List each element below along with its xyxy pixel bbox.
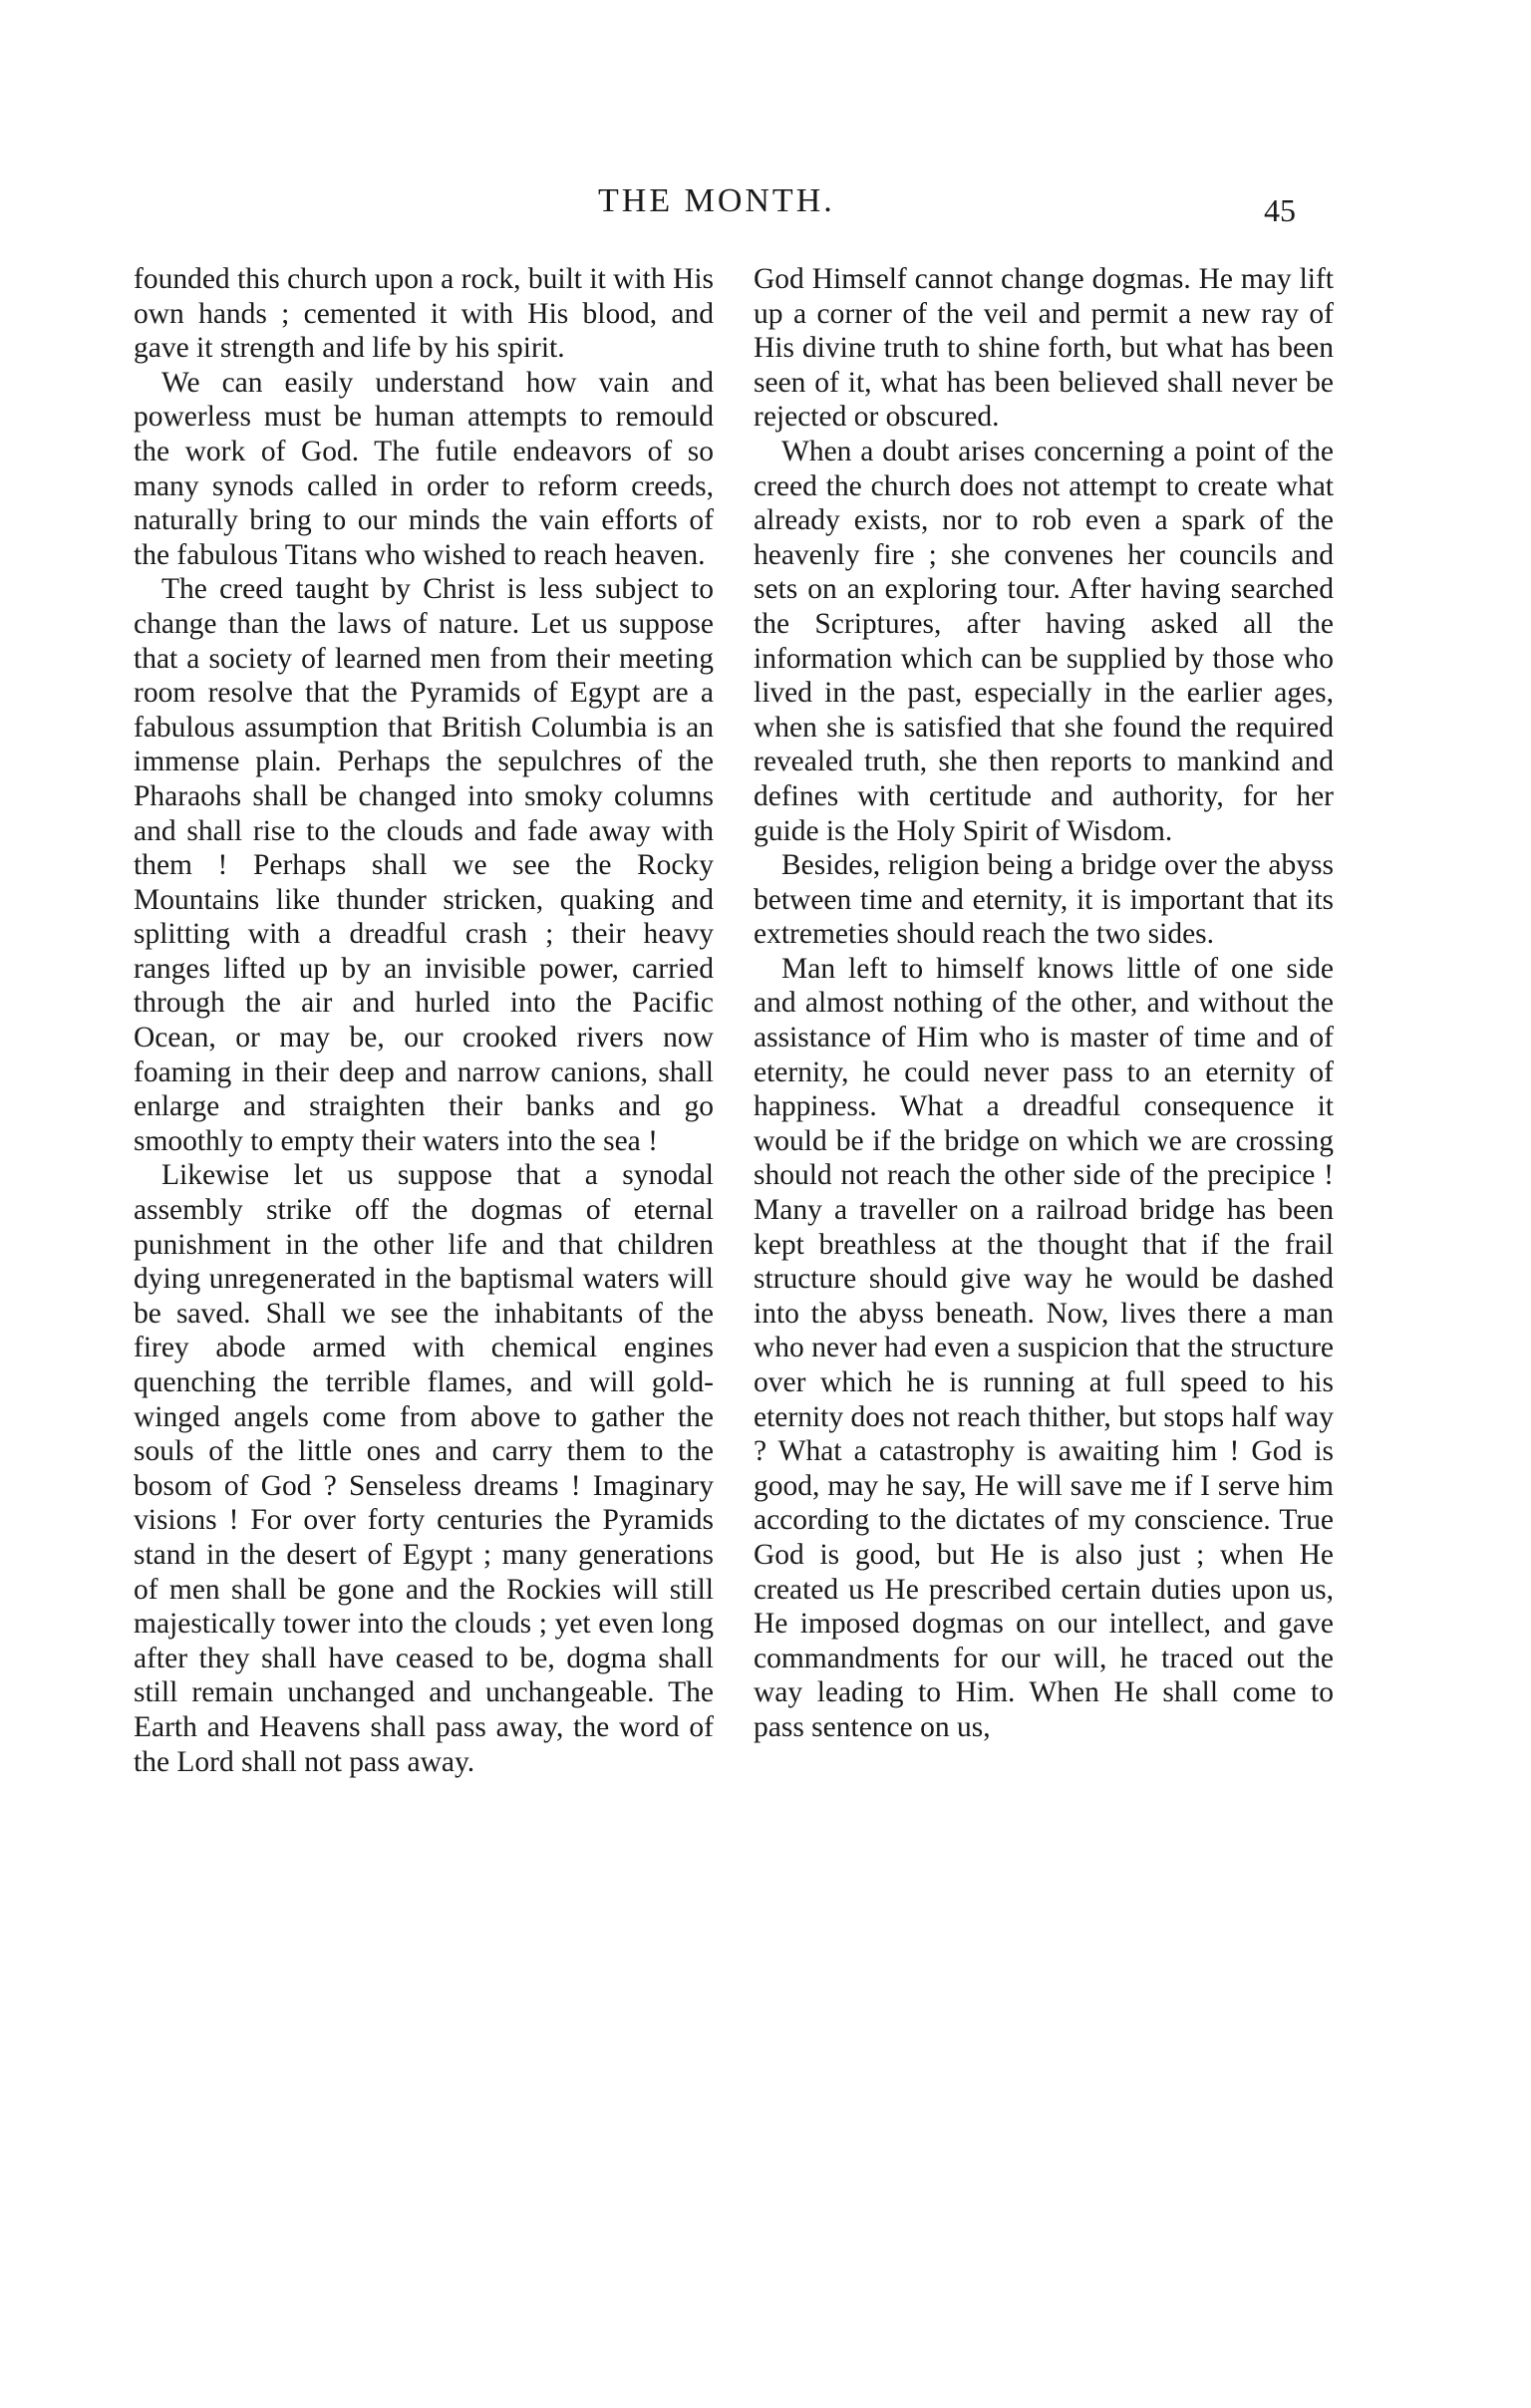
paragraph: We can easily understand how vain and powerless must be human attempts to remould the work of God. The futile endeavors of so many synods called in order to reform creeds, naturally bring to our minds the vain efforts of the fabulous Titans who wished to reach heaven. — [134, 366, 714, 571]
left-column — [134, 262, 714, 1779]
page-number: 45 — [1264, 192, 1296, 228]
paragraph: Besides, religion being a bridge over the abyss between time and eternity, it is important that its extremeties should reach the two sides. — [754, 849, 1334, 951]
paragraph: founded this church upon a rock, built it with His own hands ; cemented it with His blood, and gave it strength and life by his spirit. — [134, 263, 714, 365]
paragraph: The creed taught by Christ is less subject to change than the laws of nature. Let us suppose that a society of learned men from their meeting room resolve that the Pyramids of Egypt are a fabulous assumption that British Columbia is an immense plain. Perhaps the sepulchres of the Pharaohs shall be changed into smoky columns and shall rise to the clouds and fade away with them ! Perhaps shall we see the Rocky Mountains like thunder stricken, quaking and splitting with a dreadful crash ; their heavy ranges lifted up by an invisible power, carried through the air and hurled into the Pacific Ocean, or may be, our crooked rivers now foaming in their deep and narrow canions, shall enlarge and straighten their banks and go smoothly to empty their waters into the sea ! — [134, 573, 714, 1157]
running-head — [0, 182, 1531, 232]
paragraph: When a doubt arises concerning a point of the creed the church does not attempt to create what already exists, nor to rob even a spark of the heavenly fire ; she convenes her councils and sets on an exploring tour. After having searched the Scriptures, after having asked all the information which can be supplied by those who lived in the past, especially in the earlier ages, when she is satisfied that she found the required revealed truth, she then reports to mankind and defines with certitude and authority, for her guide is the Holy Spirit of Wisdom. — [754, 435, 1334, 847]
paragraph: God Himself cannot change dogmas. He may lift up a corner of the veil and permit a new ray of His divine truth to shine forth, but what has been seen of it, what has been believed shall never be rejected or obscured. — [754, 263, 1334, 434]
running-title: THE MONTH. — [598, 182, 835, 219]
paragraph: Likewise let us suppose that a synodal assembly strike off the dogmas of eternal punishment in the other life and that children dying unregenerated in the baptismal waters will be saved. Shall we see the inhabitants of the firey abode armed with chemical engines quenching the terrible flames, and will gold-winged angels come from above to gather the souls of the little ones and carry them to the bosom of God ? Senseless dreams ! Imaginary visions ! For over forty centuries the Pyramids stand in the desert of Egypt ; many generations of men shall be gone and the Rockies will still majestically tower into the clouds ; yet even long after they shall have ceased to be, dogma shall still remain unchanged and unchangeable. The Earth and Heavens shall pass away, the word of the Lord shall not pass away. — [134, 1159, 714, 1778]
right-column — [754, 262, 1334, 1745]
paragraph: Man left to himself knows little of one side and almost nothing of the other, and without the assistance of Him who is master of time and of eternity, he could never pass to an eternity of happiness. What a dreadful consequence it would be if the bridge on which we are crossing should not reach the other side of the precipice ! Many a traveller on a railroad bridge has been kept breathless at the thought that if the frail structure should give way he would be dashed into the abyss beneath. Now, lives there a man who never had even a suspicion that the structure over which he is running at full speed to his eternity does not reach thither, but stops half way ? What a catastrophy is awaiting him ! God is good, may he say, He will save me if I serve him according to the dictates of my conscience. True God is good, but He is also just ; when He created us He prescribed certain duties upon us, He imposed dogmas on our intellect, and gave commandments for our will, he traced out the way leading to Him. When He shall come to pass sentence on us, — [754, 952, 1334, 1743]
